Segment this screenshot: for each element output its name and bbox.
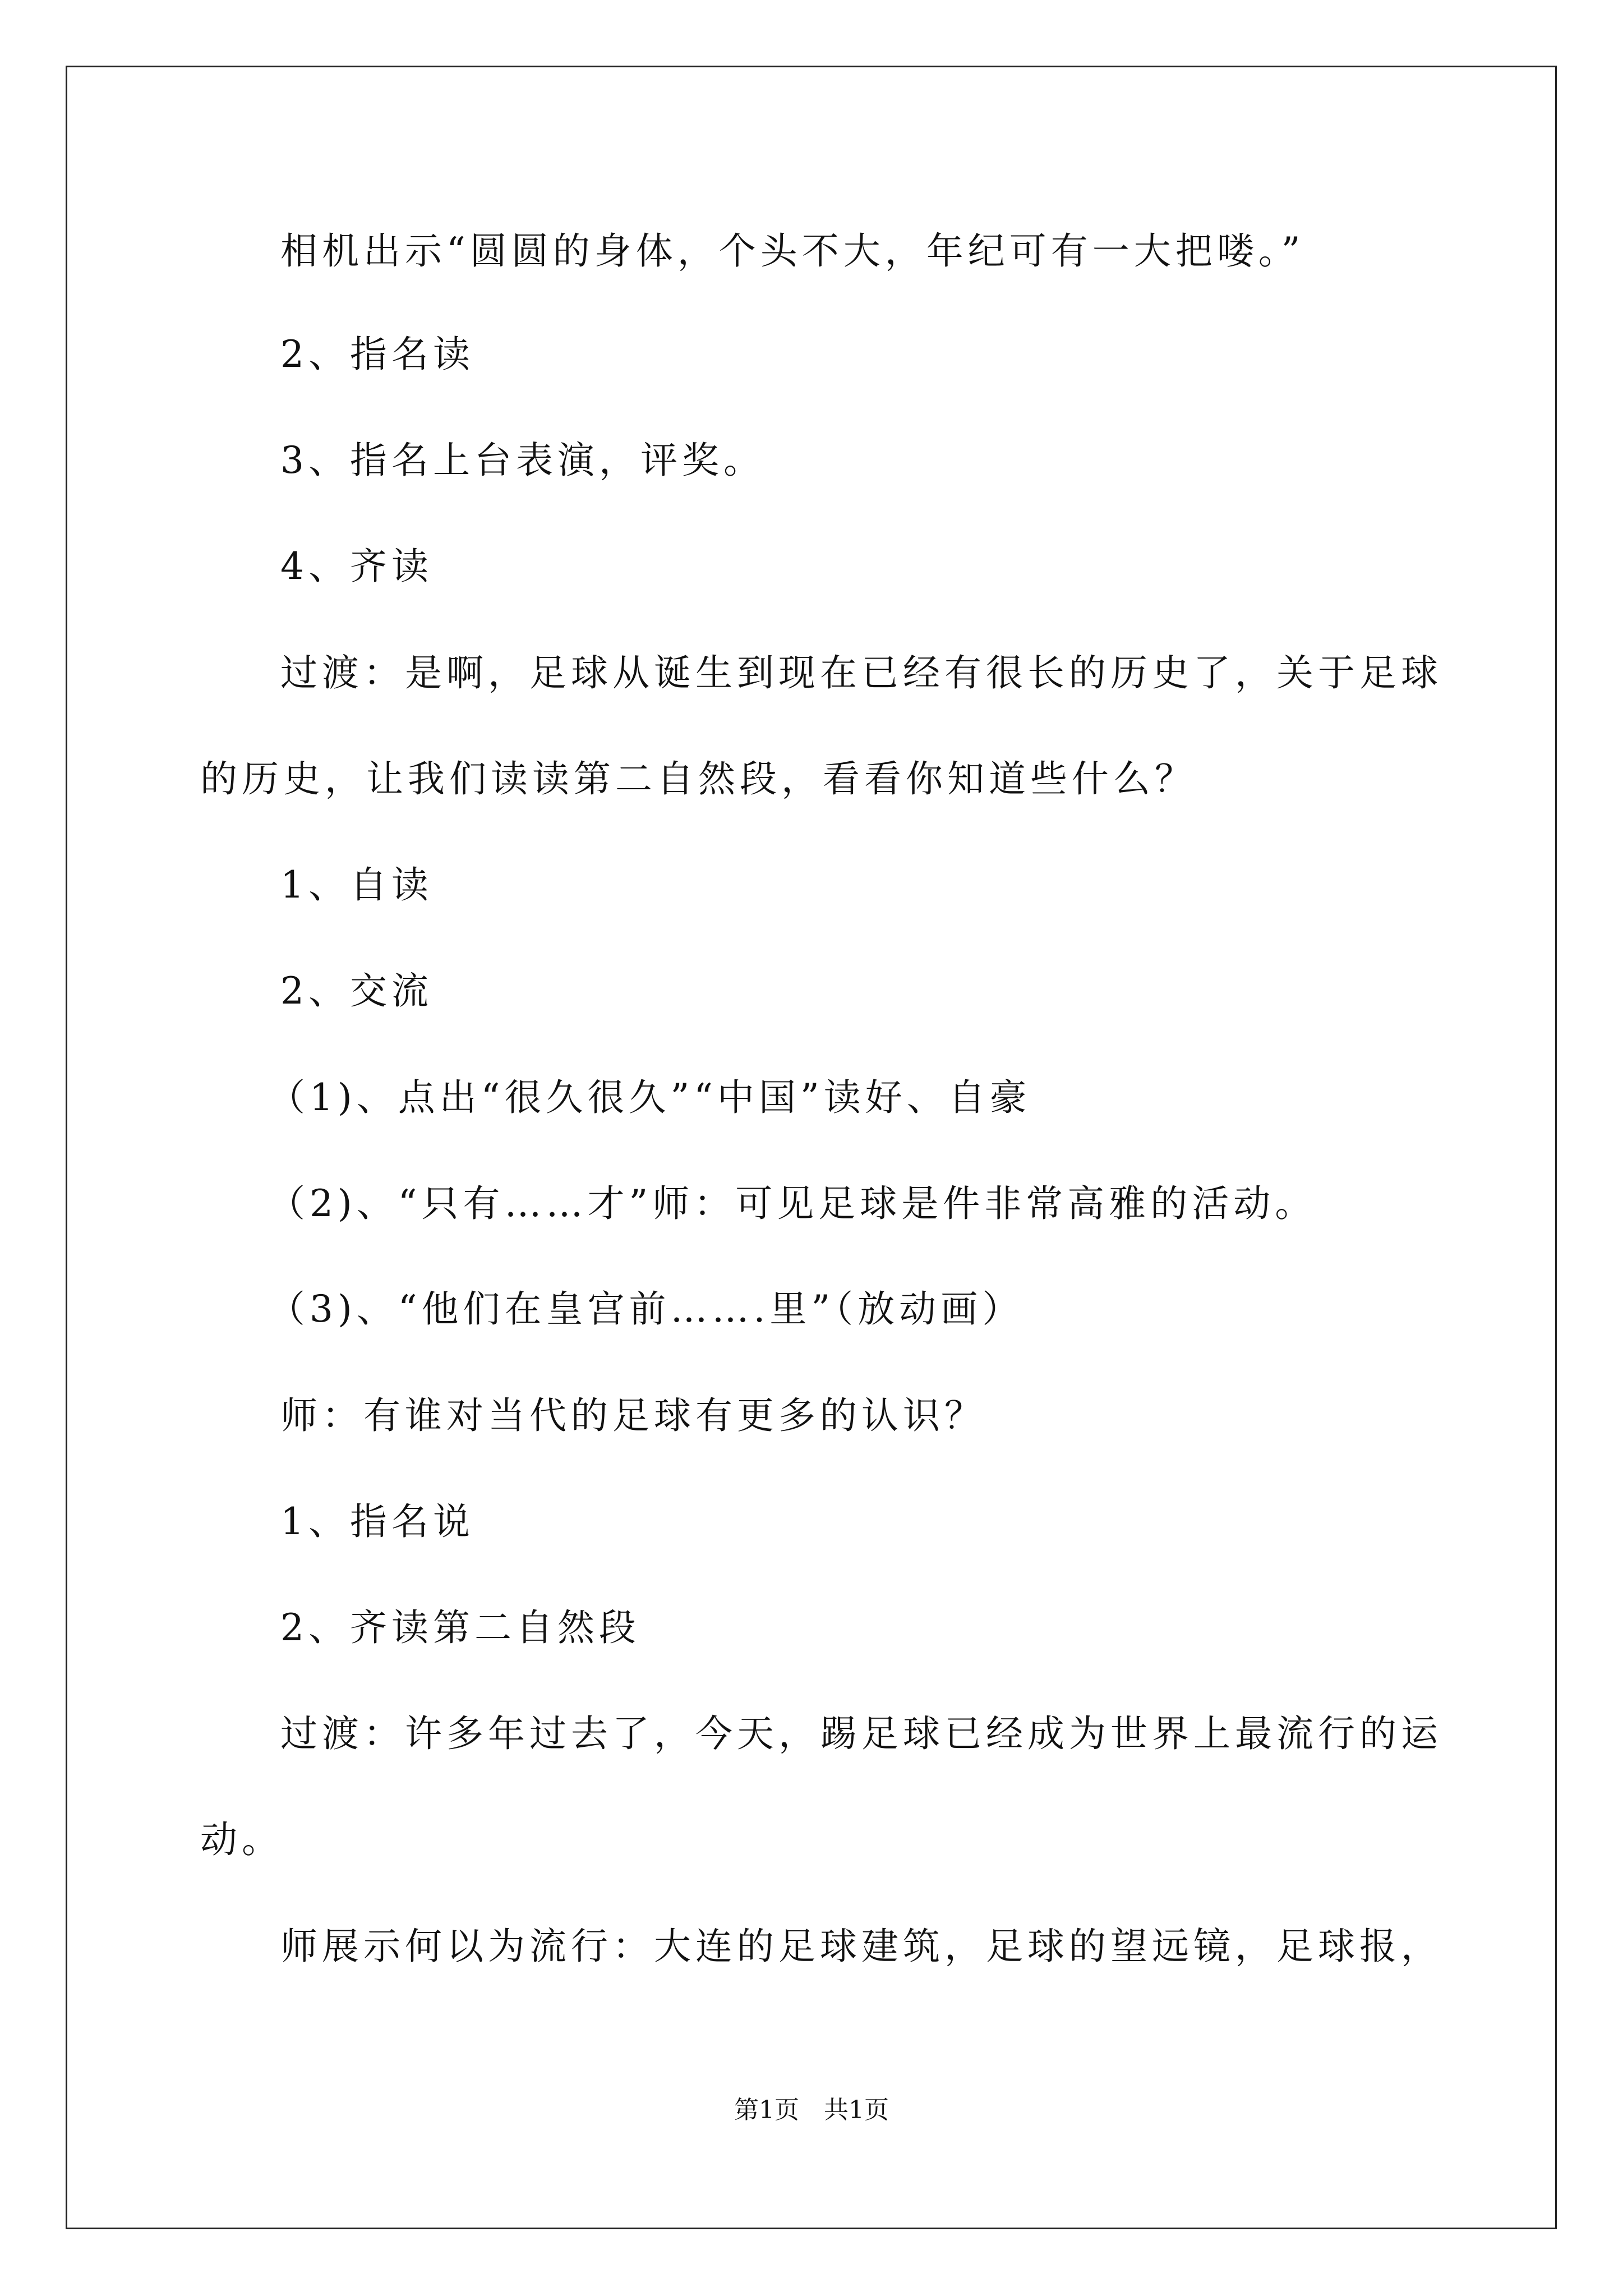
text-line: （1)、点出“很久很久”“中国”读好、自豪 [268, 1076, 1031, 1119]
text-line: 师：有谁对当代的足球有更多的认识？ [280, 1394, 986, 1437]
text-line: 过渡：许多年过去了，今天，踢足球已经成为世界上最流行的运 [280, 1712, 1442, 1755]
text-line: 相机出示“圆圆的身体，个头不大，年纪可有一大把喽。” [280, 229, 1305, 273]
page-border [66, 66, 1557, 2229]
text-line: 1、指名说 [280, 1500, 474, 1543]
text-line: 2、指名读 [280, 333, 474, 376]
text-line: 2、交流 [280, 969, 433, 1013]
page-footer: 第1页 共1页 [734, 2096, 889, 2124]
text-line: 2、齐读第二自然段 [280, 1606, 640, 1649]
text-line: 4、齐读 [280, 545, 433, 588]
text-line: 动。 [200, 1818, 283, 1861]
text-line: 3、指名上台表演，评奖。 [280, 439, 765, 482]
text-line: （3)、“他们在皇宫前…….里”（放动画） [268, 1287, 1024, 1331]
text-line: （2)、“只有……才”师：可见足球是件非常高雅的活动。 [268, 1182, 1317, 1225]
text-line: 过渡：是啊，足球从诞生到现在已经有很长的历史了，关于足球 [280, 651, 1442, 694]
text-line: 师展示何以为流行：大连的足球建筑，足球的望远镜，足球报， [280, 1925, 1442, 1968]
text-line: 的历史，让我们读读第二自然段，看看你知道些什么？ [200, 757, 1196, 800]
text-line: 1、自读 [280, 863, 433, 907]
